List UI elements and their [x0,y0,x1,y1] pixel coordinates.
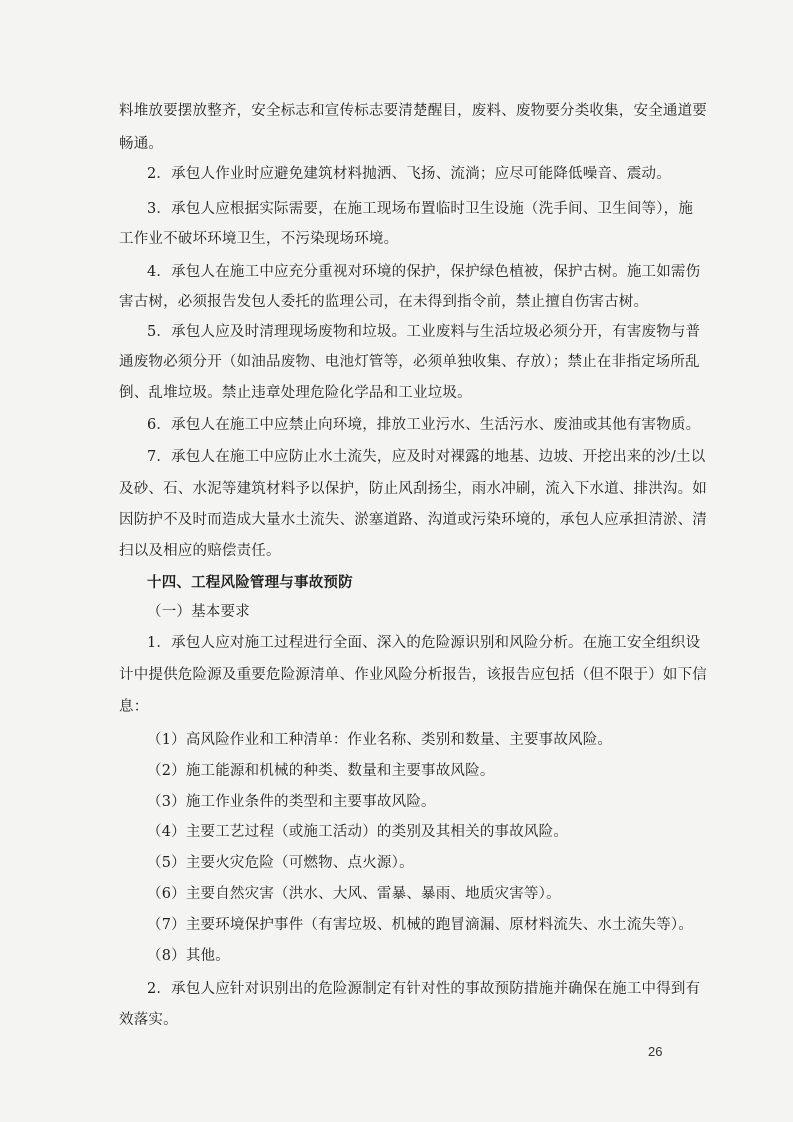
list-item: （5）主要火灾危险（可燃物、点火源）。 [147,855,414,871]
text-line: 2．承包人应针对识别出的危险源制定有针对性的事故预防措施并确保在施工中得到有 [147,981,701,997]
text-line: 扫以及相应的赔偿责任。 [119,543,281,559]
list-item: （3）施工作业条件的类型和主要事故风险。 [147,794,436,810]
list-item: （2）施工能源和机械的种类、数量和主要事故风险。 [147,763,495,779]
list-item: （6）主要自然灾害（洪水、大风、雷暴、暴雨、地质灾害等）。 [147,886,561,902]
text-line: 通废物必须分开（如油品废物、电池灯管等，必须单独收集、存放）；禁止在非指定场所乱 [119,354,700,370]
text-line: 息： [119,699,149,715]
list-item: （4）主要工艺过程（或施工活动）的类别及其相关的事故风险。 [147,824,569,840]
list-item: （8）其他。 [147,948,230,964]
list-item: （7）主要环境保护事件（有害垃圾、机械的跑冒滴漏、原材料流失、水土流失等）。 [147,917,694,933]
text-line: 效落实。 [119,1012,178,1028]
text-line: 工作业不破坏环境卫生，不污染现场环境。 [119,231,399,247]
text-line: 5．承包人应及时清理现场废物和垃圾。工业废料与生活垃圾必须分开，有害废物与普 [147,324,701,340]
text-line: 1．承包人应对施工过程进行全面、深入的危险源识别和风险分析。在施工安全组织设 [147,635,701,651]
text-line: 因防护不及时而造成大量水土流失、淤塞道路、沟道或污染环境的，承包人应承担清淤、清 [119,512,707,528]
text-line: 畅通。 [119,136,164,152]
subsection-heading: （一）基本要求 [147,604,250,620]
text-line: 害古树，必须报告发包人委托的监理公司，在未得到指令前，禁止擅自伤害古树。 [119,294,649,310]
text-line: 2．承包人作业时应避免建筑材料抛洒、飞扬、流淌；应尽可能降低噪音、震动。 [147,166,671,182]
text-line: 4．承包人在施工中应充分重视对环境的保护，保护绿色植被，保护古树。施工如需伤 [147,264,701,280]
list-item: （1）高风险作业和工种清单：作业名称、类别和数量、主要事故风险。 [147,732,613,748]
text-line: 7．承包人在施工中应防止水土流失，应及时对裸露的地基、边坡、开挖出来的沙/土以 [147,449,706,465]
text-line: 倒、乱堆垃圾。禁止违章处理危险化学品和工业垃圾。 [119,385,472,401]
section-heading: 十四、工程风险管理与事故预防 [147,574,353,591]
text-line: 6．承包人在施工中应禁止向环境，排放工业污水、生活污水、废油或其他有害物质。 [147,417,701,433]
text-line: 3．承包人应根据实际需要，在施工现场布置临时卫生设施（洗手间、卫生间等），施 [147,201,694,217]
text-line: 及砂、石、水泥等建筑材料予以保护，防止风刮扬尘，雨水冲刷，流入下水道、排洪沟。如 [119,481,707,497]
text-line: 计中提供危险源及重要危险源清单、作业风险分析报告，该报告应包括（但不限于）如下信 [119,667,707,683]
page-number: 26 [648,1044,663,1059]
text-line: 料堆放要摆放整齐，安全标志和宣传标志要清楚醒目，废料、废物要分类收集，安全通道要 [119,103,707,119]
